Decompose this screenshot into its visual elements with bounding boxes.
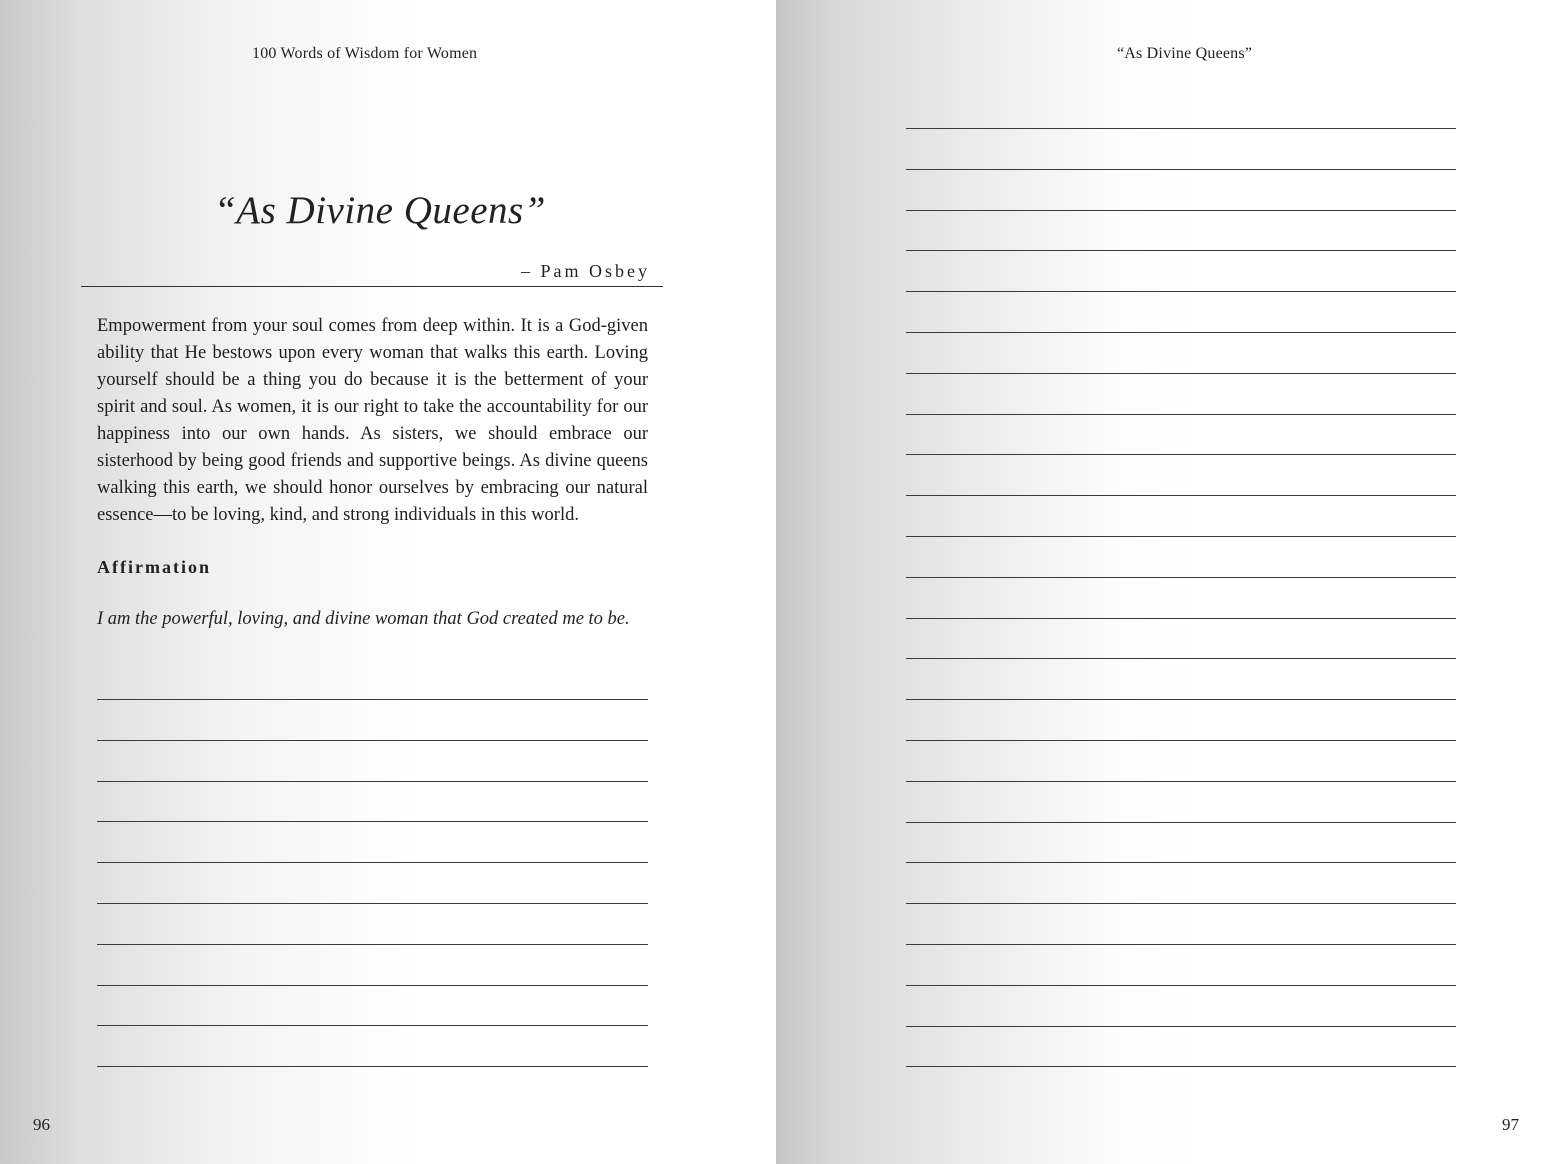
author-credit: – Pam Osbey <box>521 261 650 281</box>
writing-line <box>906 169 1456 170</box>
left-page <box>0 0 776 1164</box>
writing-line <box>97 903 648 904</box>
writing-line <box>97 1025 648 1026</box>
right-page <box>776 0 1553 1164</box>
body-paragraph: Empowerment from your soul comes from deep within. It is a God-given ability that He bestows upon every woman that walks this earth. Loving yourself should be a thing you do because it is the betterment of your spirit and soul. As women, it is our right to take the accountability for our happiness into our own hands. As sisters, we should embrace our sisterhood by being good friends and supportive beings. As divine queens walking this earth, we should honor ourselves by embracing our natural essence—to be loving, kind, and strong individuals in this world. <box>97 316 648 525</box>
writing-line <box>97 740 648 741</box>
writing-line <box>906 658 1456 659</box>
writing-line <box>906 414 1456 415</box>
running-head-left: 100 Words of Wisdom for Women <box>252 45 478 62</box>
writing-line <box>906 128 1456 129</box>
writing-line <box>906 454 1456 455</box>
writing-line <box>906 618 1456 619</box>
page-number-left: 96 <box>33 1115 50 1134</box>
affirmation-heading: Affirmation <box>97 557 211 577</box>
writing-line <box>906 740 1456 741</box>
writing-line <box>906 332 1456 333</box>
writing-line <box>906 944 1456 945</box>
writing-line <box>906 862 1456 863</box>
writing-line <box>906 781 1456 782</box>
title-rule <box>81 286 663 287</box>
writing-line <box>906 699 1456 700</box>
writing-line <box>906 985 1456 986</box>
affirmation-text: I am the powerful, loving, and divine woman that God created me to be. <box>97 609 630 629</box>
writing-line <box>906 210 1456 211</box>
writing-line <box>906 1066 1456 1067</box>
writing-line <box>97 1066 648 1067</box>
writing-line <box>906 1026 1456 1027</box>
writing-line <box>906 577 1456 578</box>
writing-line <box>97 781 648 782</box>
writing-line <box>906 250 1456 251</box>
writing-line <box>906 903 1456 904</box>
writing-line <box>97 699 648 700</box>
writing-line <box>906 495 1456 496</box>
writing-line <box>97 985 648 986</box>
writing-line <box>906 373 1456 374</box>
writing-line <box>906 822 1456 823</box>
writing-line <box>97 862 648 863</box>
page-number-right: 97 <box>1502 1115 1519 1134</box>
writing-line <box>906 291 1456 292</box>
writing-line <box>97 821 648 822</box>
writing-line <box>906 536 1456 537</box>
running-head-right: “As Divine Queens” <box>1117 45 1253 62</box>
page-title: “As Divine Queens” <box>214 189 546 232</box>
writing-line <box>97 944 648 945</box>
